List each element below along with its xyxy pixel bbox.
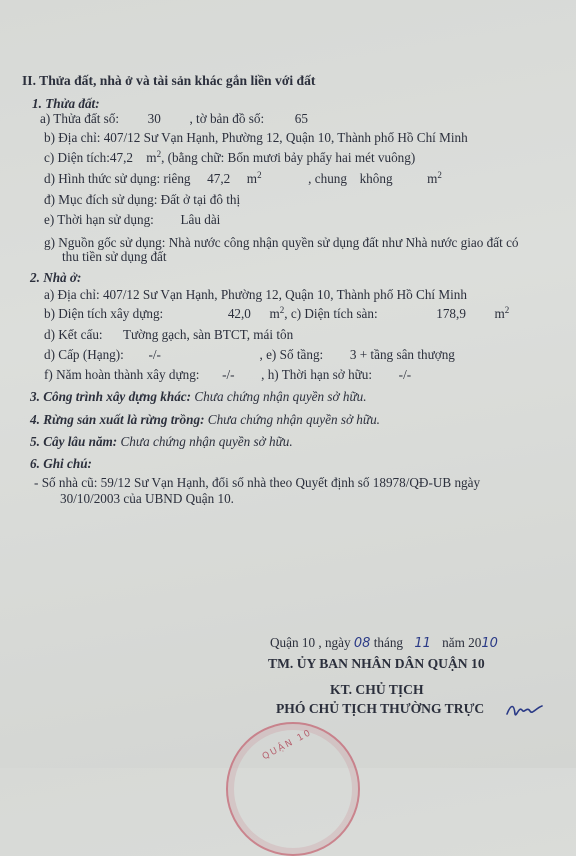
land-term-label: e) Thời hạn sử dụng:: [44, 212, 154, 227]
structure-value: Tường gạch, sàn BTCT, mái tôn: [122, 327, 294, 342]
other-construction-heading: 3. Công trình xây dựng khác:: [30, 389, 192, 404]
land-term-line: [44, 212, 220, 228]
notes-line-2: 30/10/2003 của UBND Quận 10.: [60, 491, 234, 506]
other-construction-line: [30, 389, 367, 405]
common-area-unit: m: [427, 171, 438, 186]
parcel-number: 30: [147, 111, 161, 126]
year-line: [44, 367, 411, 383]
grade-value: -/-: [148, 347, 161, 362]
common-label: , chung: [308, 171, 347, 186]
private-area: 47,2: [207, 171, 231, 186]
land-origin-line-2: thu tiền sử dụng đất: [62, 249, 167, 264]
date-month: 11: [414, 636, 431, 651]
floors-label: , e) Số tầng:: [259, 347, 324, 362]
built-area-label: b) Diện tích xây dựng:: [44, 306, 164, 321]
forest-text: Chưa chứng nhận quyền sở hữu.: [207, 412, 380, 427]
year-label: f) Năm hoàn thành xây dựng:: [44, 367, 200, 382]
official-seal-text: QUẬN 10: [260, 727, 315, 763]
structure-line: [44, 327, 293, 343]
map-sheet-number: 65: [294, 111, 308, 126]
parcel-label: a) Thửa đất số:: [40, 111, 120, 126]
land-area-label: c) Diện tích:: [44, 150, 110, 165]
signer-role-1: KT. CHỦ TỊCH: [330, 682, 424, 697]
notes-heading: 6. Ghi chú:: [30, 456, 92, 471]
built-area-value: 42,0: [227, 306, 251, 321]
date-prefix: Quận 10 , ngày: [270, 635, 351, 650]
land-area-unit: m: [146, 150, 157, 165]
perennial-text: Chưa chứng nhận quyền sở hữu.: [120, 434, 293, 449]
land-purpose: đ) Mục đích sử dụng: Đất ở tại đô thị: [44, 192, 241, 207]
notes-line-1: - Số nhà cũ: 59/12 Sư Vạn Hạnh, đổi số nhà theo Quyết định số 18978/QĐ-UB ngày: [34, 475, 481, 490]
perennial-line: [30, 434, 293, 450]
built-area-exp: 2: [279, 305, 285, 315]
forest-line: [30, 412, 380, 428]
land-area-value: 47,2: [109, 150, 133, 165]
signing-date: [270, 635, 498, 652]
house-area-line: [44, 306, 509, 322]
usage-form-line: [44, 171, 442, 187]
floors-value: 3 + tầng sân thượng: [349, 347, 455, 362]
other-construction-text: Chưa chứng nhận quyền sở hữu.: [194, 389, 367, 404]
date-month-label: tháng: [373, 635, 404, 650]
house-heading: 2. Nhà ở:: [30, 270, 82, 285]
usage-form-label: d) Hình thức sử dụng: riêng: [44, 171, 191, 186]
land-address: b) Địa chỉ: 407/12 Sư Vạn Hạnh, Phường 12, Quận 10, Thành phố Hồ Chí Minh: [44, 130, 468, 145]
signer-role-2: PHÓ CHỦ TỊCH THƯỜNG TRỰC: [276, 701, 485, 716]
land-heading: 1. Thửa đất:: [32, 96, 100, 111]
land-origin-line-1: g) Nguồn gốc sử dụng: Nhà nước công nhận quyền sử dụng đất như Nhà nước giao đất có: [44, 235, 519, 250]
date-year-label: năm 20: [442, 635, 482, 650]
year-value: -/-: [222, 367, 235, 382]
house-address: a) Địa chỉ: 407/12 Sư Vạn Hạnh, Phường 12, Quận 10, Thành phố Hồ Chí Minh: [44, 287, 467, 302]
land-term-value: Lâu dài: [180, 212, 221, 227]
floor-area-unit: m: [494, 306, 505, 321]
common-area-exp: 2: [437, 170, 442, 180]
land-area-words: , (bằng chữ: Bốn mươi bảy phẩy hai mét vuông): [161, 150, 416, 165]
floor-area-label: , c) Diện tích sàn:: [284, 306, 378, 321]
signing-organization: TM. ỦY BAN NHÂN DÂN QUẬN 10: [268, 656, 485, 671]
floor-area-exp: 2: [504, 305, 510, 315]
land-parcel-line: [40, 111, 308, 127]
built-area-unit: m: [269, 306, 280, 321]
ownership-term-label: , h) Thời hạn sở hữu:: [261, 367, 373, 382]
private-area-exp: 2: [257, 170, 262, 180]
land-area-line: [44, 150, 415, 166]
map-sheet-label: , tờ bản đồ số:: [189, 111, 265, 126]
private-area-unit: m: [246, 171, 258, 186]
structure-label: d) Kết cấu:: [44, 327, 103, 342]
floor-area-value: 178,9: [436, 306, 466, 321]
perennial-heading: 5. Cây lâu năm:: [30, 434, 118, 449]
ownership-term-value: -/-: [398, 367, 412, 382]
grade-line: [44, 347, 455, 363]
date-year-suffix: 10: [481, 636, 498, 651]
grade-label: d) Cấp (Hạng):: [44, 347, 124, 362]
date-day: 08: [353, 636, 371, 651]
section-title: II. Thửa đất, nhà ở và tài sản khác gắn liền với đất: [22, 73, 316, 88]
common-area: không: [359, 171, 393, 186]
land-area-exp: 2: [156, 149, 162, 159]
handwritten-initials: [505, 700, 545, 722]
forest-heading: 4. Rừng sản xuất là rừng trồng:: [30, 412, 205, 427]
